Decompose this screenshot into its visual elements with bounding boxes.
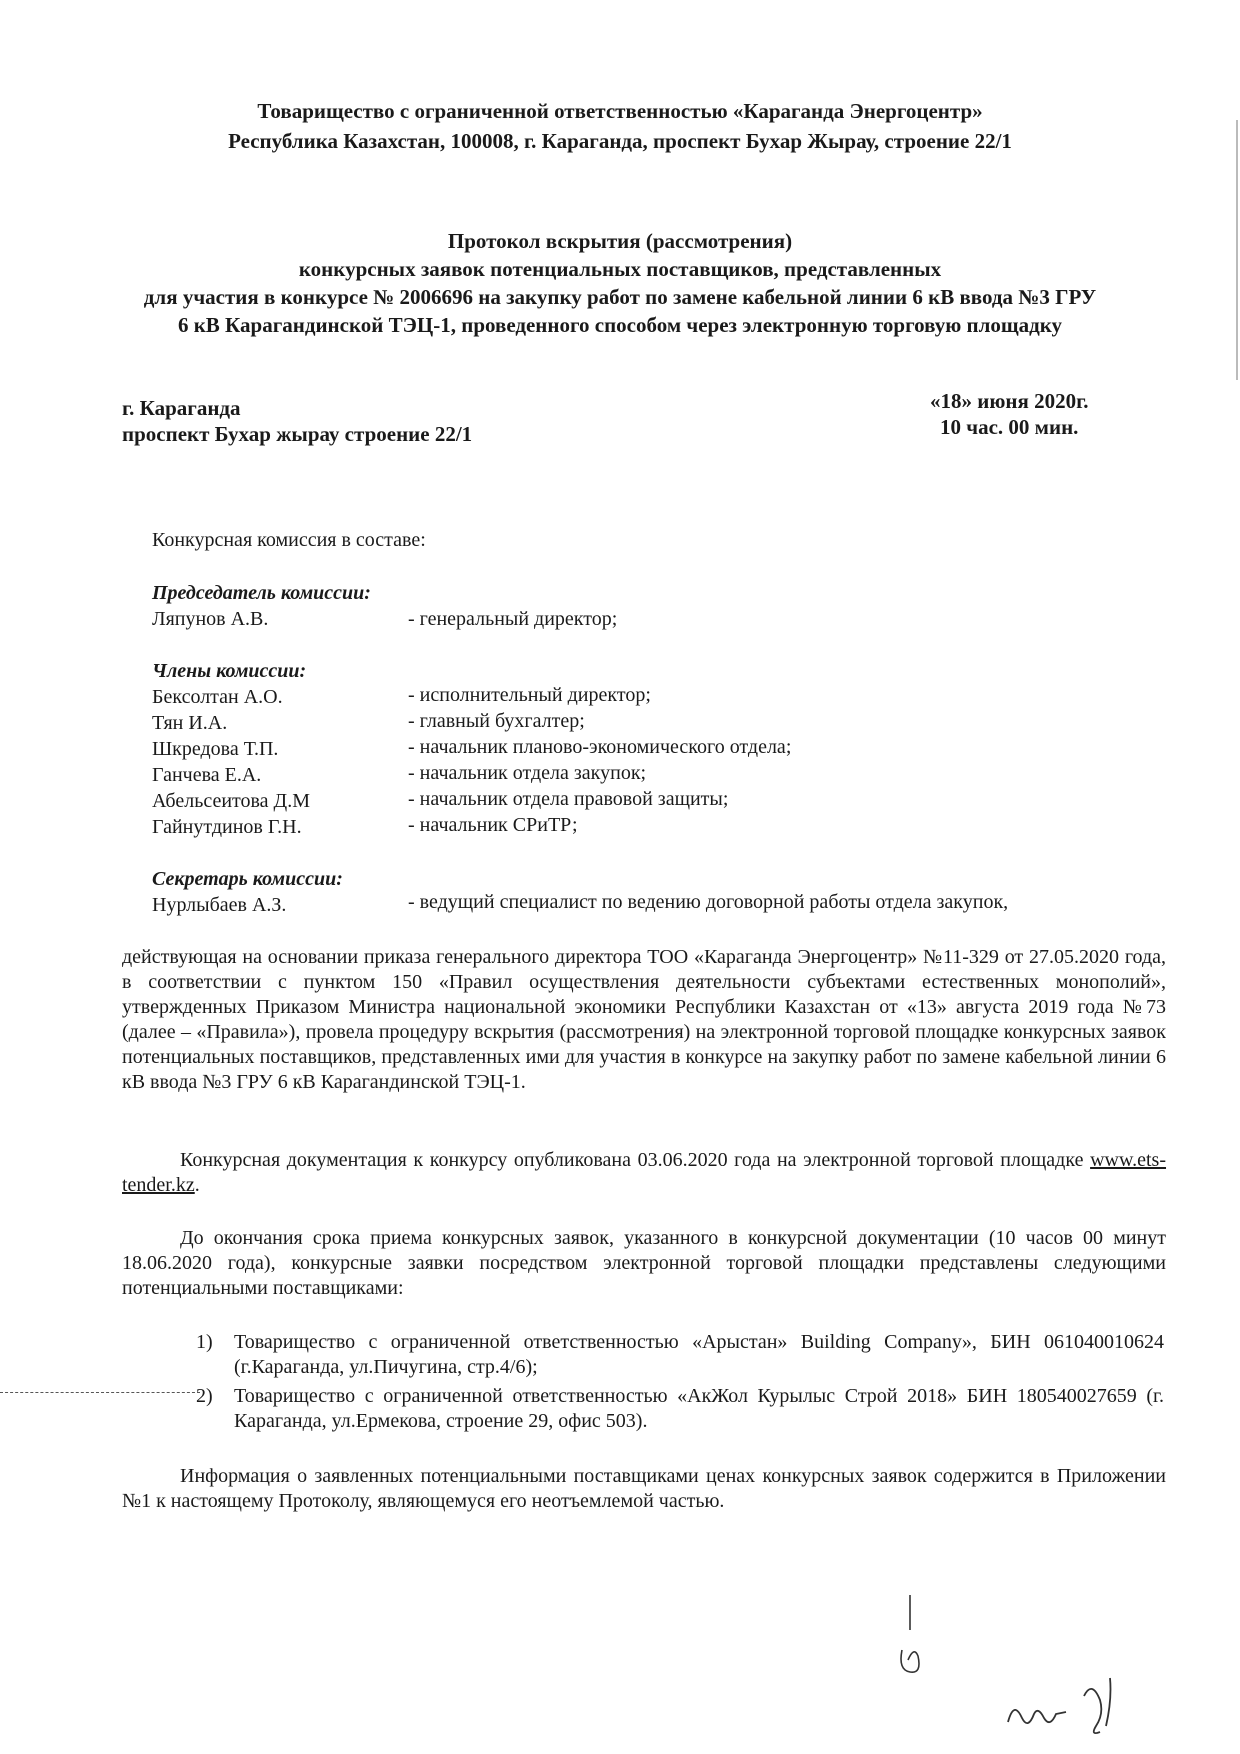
member-role: - начальник отдела закупок; bbox=[408, 762, 647, 784]
members-heading: Члены комиссии: bbox=[152, 660, 307, 682]
signature-mark-1 bbox=[880, 1590, 940, 1690]
member-name: Ганчева Е.А. bbox=[152, 764, 262, 786]
org-address: Республика Казахстан, 100008, г. Караганда, проспект Бухар Жырау, строение 22/1 bbox=[228, 129, 1012, 153]
paragraph-publication bbox=[122, 1148, 1166, 1198]
supplier-text: Товарищество с ограниченной ответственностью «Арыстан» Building Company», БИН 061040010624 (г.Караганда, ул.Пичугина, стр.4/6); bbox=[234, 1331, 1164, 1378]
protocol-subtitle-3: 6 кВ Карагандинской ТЭЦ-1, проведенного способом через электронную торговую площадку bbox=[177, 313, 1063, 337]
member-role: - исполнительный директор; bbox=[408, 684, 651, 706]
paragraph-prices: Информация о заявленных потенциальными поставщиками ценах конкурсных заявок содержится в Приложении №1 к настоящему Протоколу, являющемуся его неотъемлемой частью. bbox=[122, 1465, 1166, 1512]
chair-heading: Председатель комиссии: bbox=[152, 582, 371, 604]
paragraph-basis: действующая на основании приказа генерального директора ТОО «Караганда Энергоцентр» №11-329 от 27.05.2020 года, в соответствии с пунктом 150 «Правил осуществления деятельности субъектами естественных монополий», утвержденных Приказом Министра национальной экономики Республики Казахстан от «13» августа 2019 года №73 (далее – «Правила»), провела процедуру вскрытия (рассмотрения) на электронной торговой площадке конкурсных заявок потенциальных поставщиков, представленных ими для участия в конкурсе на закупку работ по замене кабельной линии 6 кВ ввода №3 ГРУ 6 кВ Карагандинской ТЭЦ-1. bbox=[122, 946, 1166, 1093]
member-name: Шкредова Т.П. bbox=[152, 738, 279, 760]
protocol-title: Протокол вскрытия (рассмотрения) bbox=[447, 229, 793, 253]
place-city: г. Караганда bbox=[122, 396, 241, 420]
ets-tender-link[interactable]: www.ets-tender.kz bbox=[122, 1149, 1167, 1196]
supplier-item bbox=[196, 1384, 1166, 1436]
commission-intro: Конкурсная комиссия в составе: bbox=[152, 529, 426, 551]
paragraph-deadline: До окончания срока приема конкурсных заявок, указанного в конкурсной документации (10 часов 00 минут 18.06.2020 года), конкурсные заявки посредством электронной торговой площадки представлены следующими потенциальными поставщиками: bbox=[122, 1227, 1166, 1299]
member-role: - начальник СРиТР; bbox=[408, 814, 578, 836]
paragraph-publication-text: Конкурсная документация к конкурсу опубликована 03.06.2020 года на электронной торговой площадке bbox=[180, 1149, 1084, 1171]
supplier-number: 1) bbox=[196, 1331, 213, 1353]
member-role: - начальник отдела правовой защиты; bbox=[408, 788, 729, 810]
supplier-item bbox=[196, 1330, 1166, 1382]
org-name: Товарищество с ограниченной ответственностью «Караганда Энергоцентр» bbox=[257, 99, 983, 123]
member-name: Тян И.А. bbox=[152, 712, 228, 734]
protocol-time: 10 час. 00 мин. bbox=[940, 415, 1079, 439]
paragraph-publication-end: . bbox=[194, 1174, 200, 1196]
supplier-text: Товарищество с ограниченной ответственностью «АкЖол Курылыс Строй 2018» БИН 180540027659 (г. Караганда, ул.Ермекова, строение 29, офис 503). bbox=[234, 1385, 1164, 1432]
chair-role: - генеральный директор; bbox=[408, 608, 618, 630]
protocol-date: «18» июня 2020г. bbox=[930, 389, 1089, 413]
secretary-role: - ведущий специалист по ведению договорной работы отдела закупок, bbox=[408, 891, 1009, 913]
scan-dashed-line bbox=[0, 1392, 200, 1393]
member-role: - главный бухгалтер; bbox=[408, 710, 585, 732]
protocol-subtitle-2: для участия в конкурсе № 2006696 на закупку работ по замене кабельной линии 6 кВ ввода №3 ГРУ bbox=[143, 285, 1097, 309]
supplier-number: 2) bbox=[196, 1385, 213, 1407]
member-role: - начальник планово-экономического отдела; bbox=[408, 736, 792, 758]
member-name: Гайнутдинов Г.Н. bbox=[152, 816, 302, 838]
signature-mark-2 bbox=[1000, 1670, 1150, 1740]
protocol-subtitle-1: конкурсных заявок потенциальных поставщиков, представленных bbox=[298, 257, 942, 281]
place-address: проспект Бухар жырау строение 22/1 bbox=[122, 422, 473, 446]
chair-name: Ляпунов А.В. bbox=[152, 608, 269, 630]
secretary-heading: Секретарь комиссии: bbox=[152, 868, 343, 890]
member-name: Абельсеитова Д.М bbox=[152, 790, 310, 812]
secretary-name: Нурлыбаев А.З. bbox=[152, 894, 287, 916]
member-name: Бексолтан А.О. bbox=[152, 686, 283, 708]
